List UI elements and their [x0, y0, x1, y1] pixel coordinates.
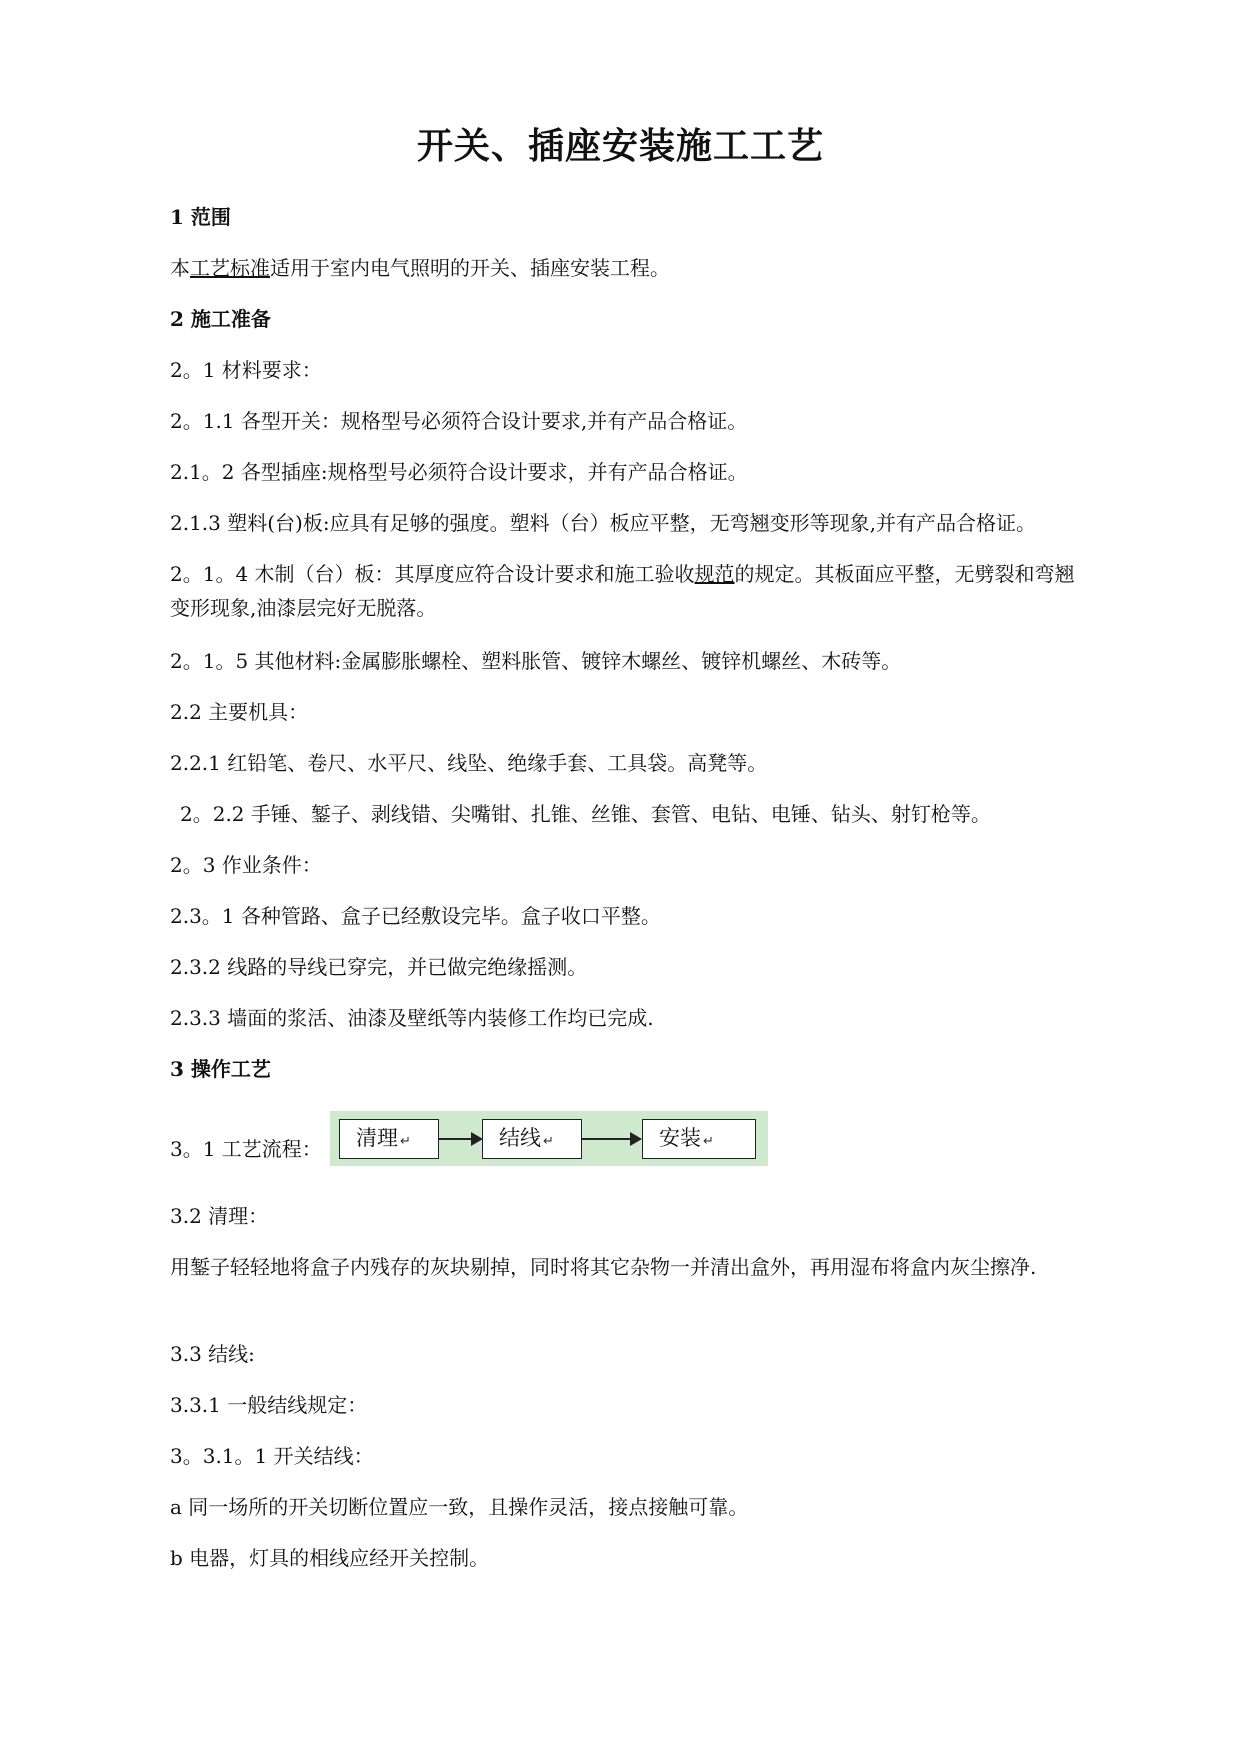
paragraph-3-2: 用錾子轻轻地将盒子内残存的灰块剔掉，同时将其它杂物一并清出盒外，再用湿布将盒内灰尘擦净.: [170, 1255, 1037, 1279]
text: 本: [170, 256, 190, 280]
item-2-3-2: 2.3.2 线路的导线已穿完，并已做完绝缘摇测。: [170, 955, 588, 979]
paragraph-mark-icon: ↵: [703, 1134, 714, 1149]
item-3-3-1: 3.3.1 一般结线规定：: [170, 1393, 368, 1417]
item-2-2: 2.2 主要机具：: [170, 700, 309, 724]
flow-step-clean: [339, 1119, 439, 1159]
item-2-1: 2。1 材料要求：: [170, 358, 322, 382]
text: 的规定。其板面应平整，无劈裂和弯翘变形现象,油漆层完好无脱落。: [170, 562, 1075, 620]
item-3-3-1-1: 3。3.1。1 开关结线：: [170, 1444, 374, 1468]
item-2-1-5: 2。1。5 其他材料:金属膨胀螺栓、塑料胀管、镀锌木螺丝、镀锌机螺丝、木砖等。: [170, 649, 902, 673]
section-1-paragraph: [170, 251, 1080, 285]
arrow-right-icon: [439, 1138, 481, 1140]
item-3-1: 3。1 工艺流程：: [170, 1137, 322, 1161]
document-title: 开关、插座安装施工工艺: [416, 125, 824, 167]
item-a: a 同一场所的开关切断位置应一致，且操作灵活，接点接触可靠。: [170, 1495, 749, 1519]
flow-step-wire: [482, 1119, 582, 1159]
item-3-2: 3.2 清理：: [170, 1204, 269, 1228]
text: 2。1。4 木制（台）板：其厚度应符合设计要求和施工验收: [170, 562, 695, 586]
arrow-right-icon: [582, 1138, 640, 1140]
section-2-heading: 2 施工准备: [170, 307, 271, 331]
paragraph-mark-icon: ↵: [400, 1134, 411, 1149]
item-2-2-2: 2。2.2 手锤、錾子、剥线错、尖嘴钳、扎锥、丝锥、套管、电钻、电锤、钻头、射钉枪等。: [180, 802, 991, 826]
underlined-term: 规范: [694, 562, 735, 586]
flow-step-label: 安装: [659, 1126, 701, 1150]
section-1-heading: 1 范围: [170, 205, 231, 229]
underlined-term: 工艺标准: [190, 256, 270, 280]
item-2-3-1: 2.3。1 各种管路、盒子已经敷设完毕。盒子收口平整。: [170, 904, 661, 928]
flow-step-label: 清理: [356, 1126, 398, 1150]
process-flow-diagram: [330, 1111, 768, 1166]
item-3-3: 3.3 结线:: [170, 1342, 255, 1366]
flow-step-label: 结线: [499, 1126, 541, 1150]
item-2-1-3: 2.1.3 塑料(台)板:应具有足够的强度。塑料（台）板应平整，无弯翘变形等现象,并有产品合格证。: [170, 511, 1036, 535]
item-2-3: 2。3 作业条件：: [170, 853, 322, 877]
item-2-2-1: 2.2.1 红铅笔、卷尺、水平尺、线坠、绝缘手套、工具袋。高凳等。: [170, 751, 768, 775]
text: 适用于室内电气照明的开关、插座安装工程。: [270, 256, 670, 280]
section-3-heading: 3 操作工艺: [170, 1057, 271, 1081]
item-2-1-4: [170, 557, 1080, 625]
item-2-1-1: 2。1.1 各型开关：规格型号必须符合设计要求,并有产品合格证。: [170, 409, 748, 433]
flow-step-install: [642, 1119, 756, 1159]
item-2-1-2: 2.1。2 各型插座:规格型号必须符合设计要求，并有产品合格证。: [170, 460, 748, 484]
item-b: b 电器，灯具的相线应经开关控制。: [170, 1546, 490, 1570]
item-2-3-3: 2.3.3 墙面的浆活、油漆及壁纸等内装修工作均已完成.: [170, 1006, 654, 1030]
paragraph-mark-icon: ↵: [543, 1134, 554, 1149]
